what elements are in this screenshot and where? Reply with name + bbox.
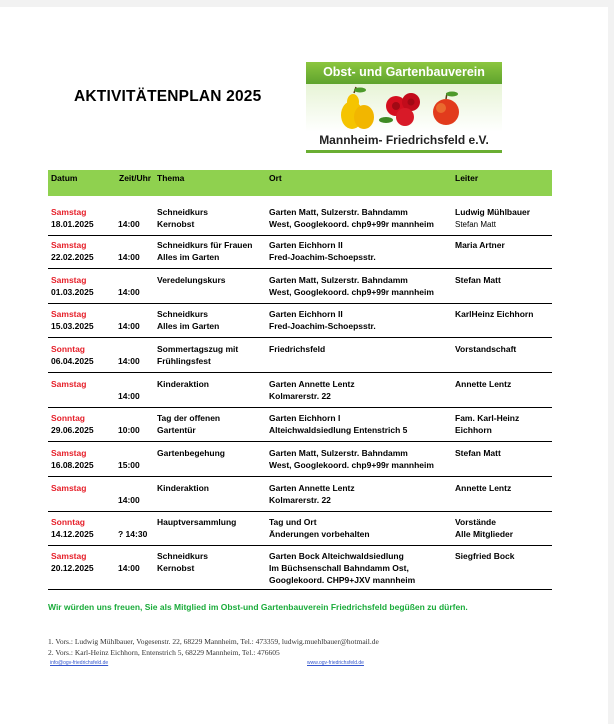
table-row [48,413,552,443]
event-topic: Schneidkurs für Frauen [157,240,253,250]
weekday: Samstag [51,207,87,217]
event-location: Garten Bock Alteichwaldsiedlung [269,551,404,561]
event-leader: Siegfried Bock [455,551,515,561]
table-row [48,551,552,585]
column-header-zeit: Zeit/Uhr [119,173,152,183]
event-location: Im Büchsenschall Bahndamm Ost, [269,563,409,573]
row-divider [48,303,552,304]
event-location: West, Googlekoord. chp9+99r mannheim [269,287,434,297]
club-logo [306,62,502,154]
event-leader: Eichhorn [455,425,492,435]
email-link[interactable]: info@ogv-friedrichsfeld.de [50,660,109,666]
page-title: AKTIVITÄTENPLAN 2025 [74,88,262,105]
row-divider [48,545,552,546]
table-row [48,240,552,270]
column-header-leiter: Leiter [455,173,479,183]
table-row [48,379,552,409]
page-edge [0,0,614,7]
event-location: Googlekoord. CHP9+JXV mannheim [269,575,416,585]
weekday: Samstag [51,483,87,493]
event-location: Tag und Ort [269,517,317,527]
event-topic: Alles im Garten [157,321,220,331]
contact-line: 1. Vors.: Ludwig Mühlbauer, Vogesenstr. 22, 68229 Mannheim, Tel.: 473359, ludwig.muehlbauer@hotmail.de [48,637,379,646]
page-edge [608,0,614,724]
event-date: 29.06.2025 [51,425,94,435]
event-location: Fred-Joachim-Schoepsstr. [269,252,376,262]
row-divider [48,476,552,477]
event-topic: Sommertagszug mit [157,344,239,354]
weekday: Samstag [51,240,87,250]
event-leader: Maria Artner [455,240,505,250]
weekday: Sonntag [51,413,85,423]
table-row [48,483,552,513]
event-leader: Stefan Matt [455,275,501,285]
row-divider [48,441,552,442]
event-leader: Alle Mitglieder [455,529,514,539]
event-location: Garten Eichhorn II [269,309,343,319]
event-location: Garten Matt, Sulzerstr. Bahndamm [269,448,408,458]
event-leader: Ludwig Mühlbauer [455,207,531,217]
event-time: 15:00 [118,460,140,470]
weekday: Samstag [51,309,87,319]
website-link[interactable]: www.ogv-friedrichsfeld.de [307,660,364,666]
event-leader: Vorstände [455,517,496,527]
event-date: 06.04.2025 [51,356,94,366]
event-time: 10:00 [118,425,140,435]
table-header [48,170,552,196]
event-date: 22.02.2025 [51,252,94,262]
event-topic: Kernobst [157,219,195,229]
event-topic: Schneidkurs [157,551,209,561]
event-topic: Gartentür [157,425,196,435]
event-leader: Annette Lentz [455,379,512,389]
table-row [48,207,552,237]
event-location: Kolmarerstr. 22 [269,391,331,401]
weekday: Sonntag [51,517,85,527]
event-time: 14:00 [118,391,140,401]
row-divider [48,511,552,512]
logo-band [306,62,502,84]
weekday: Samstag [51,275,87,285]
table-row [48,344,552,374]
event-topic: Schneidkurs [157,309,209,319]
column-header-datum: Datum [51,173,78,183]
event-time: 14:00 [118,252,140,262]
event-date: 18.01.2025 [51,219,94,229]
event-leader: Stefan Matt [455,448,501,458]
event-location: Garten Annette Lentz [269,379,355,389]
logo-top-text: Obst- und Gartenbauverein [323,65,485,79]
weekday: Samstag [51,551,87,561]
event-topic: Kinderaktion [157,379,209,389]
column-header-thema: Thema [157,173,185,183]
event-date: 01.03.2025 [51,287,94,297]
event-date: 15.03.2025 [51,321,94,331]
logo-bottom-text: Mannheim- Friedrichsfeld e.V. [319,133,489,147]
event-topic: Kinderaktion [157,483,209,493]
event-date: 16.08.2025 [51,460,94,470]
event-topic: Alles im Garten [157,252,220,262]
event-topic: Tag der offenen [157,413,221,423]
event-time: 14:00 [118,219,140,229]
contact-line: 2. Vors.: Karl-Heinz Eichhorn, Entenstrich 5, 68229 Mannheim, Tel.: 476605 [48,648,280,657]
event-date: 14.12.2025 [51,529,94,539]
event-location: Kolmarerstr. 22 [269,495,331,505]
event-time: 14:00 [118,321,140,331]
event-location: Alteichwaldsiedlung Entenstrich 5 [269,425,408,435]
invitation-note: Wir würden uns freuen, Sie als Mitglied im Obst-und Gartenbauverein Friedrichsfeld begüßen zu dürfen. [48,602,468,612]
weekday: Samstag [51,448,87,458]
table-row [48,275,552,305]
event-topic: Kernobst [157,563,195,573]
event-location: Garten Annette Lentz [269,483,355,493]
table-row [48,448,552,478]
event-location: Fred-Joachim-Schoepsstr. [269,321,376,331]
table-row [48,309,552,339]
event-leader: Vorstandschaft [455,344,517,354]
event-time: 14:00 [118,495,140,505]
weekday: Sonntag [51,344,85,354]
event-topic: Frühlingsfest [157,356,211,366]
weekday: Samstag [51,379,87,389]
row-divider [48,372,552,373]
event-date: 20.12.2025 [51,563,94,573]
column-header-ort: Ort [269,173,282,183]
event-location: West, Googlekoord. chp9+99r mannheim [269,460,434,470]
event-time: 14:00 [118,563,140,573]
event-topic: Schneidkurs [157,207,209,217]
row-divider [48,407,552,408]
row-divider [48,337,552,338]
fruit-rose-icon [306,84,502,132]
row-divider [48,268,552,269]
event-time: ? 14:30 [118,529,148,539]
event-topic: Gartenbegehung [157,448,226,458]
event-location: Garten Eichhorn I [269,413,341,423]
event-location: West, Googlekoord. chp9+99r mannheim [269,219,434,229]
event-leader: Annette Lentz [455,483,512,493]
event-location: Friedrichsfeld [269,344,326,354]
event-location: Garten Eichhorn II [269,240,343,250]
event-location: Garten Matt, Sulzerstr. Bahndamm [269,275,408,285]
event-topic: Hauptversammlung [157,517,237,527]
event-location: Änderungen vorbehalten [269,529,370,539]
event-time: 14:00 [118,356,140,366]
event-leader: Stefan Matt [455,220,496,229]
row-divider [48,235,552,236]
logo-underline [306,150,502,153]
event-time: 14:00 [118,287,140,297]
table-row [48,517,552,547]
event-leader: KarlHeinz Eichhorn [455,309,534,319]
row-divider [48,589,552,590]
event-location: Garten Matt, Sulzerstr. Bahndamm [269,207,408,217]
event-leader: Fam. Karl-Heinz [455,413,520,423]
event-topic: Veredelungskurs [157,275,226,285]
